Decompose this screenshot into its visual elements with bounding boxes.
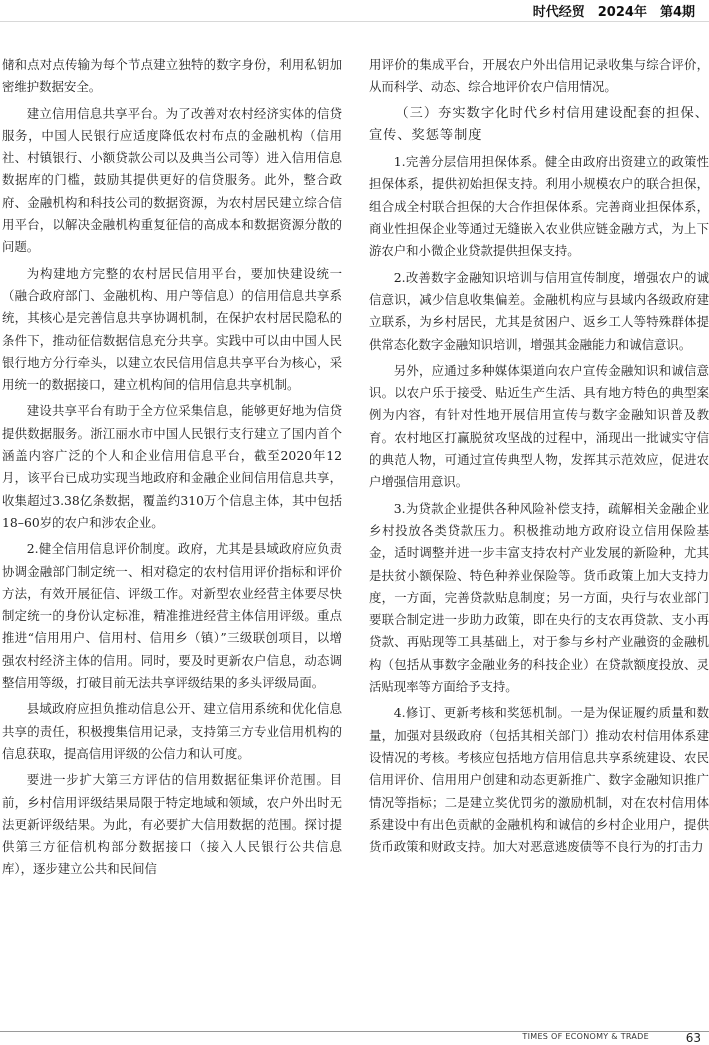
left-column [2,54,342,885]
right-column [369,54,709,862]
paragraph: 1.完善分层信用担保体系。健全由政府出资建立的政策性担保体系，提供初始担保支持。利用小规模农户的联合担保，组合成全村联合担保的大合作担保体系。完善商业担保体系，商业性担保企业等通过无缝嵌入农业供应链金融方式，为上下游农户和小微企业贷款提供担保支持。 [369,154,709,259]
page-number: 63 [685,1031,701,1045]
paragraph: 2.健全信用信息评价制度。政府，尤其是县域政府应负责协调金融部门制定统一、相对稳定的农村信用评价指标和评价方法，有效开展征信、评级工作。对新型农业经营主体要尽快制定统一的身份认定标准，精准推进经营主体信用评级。重点推进“信用用户、信用村、信用乡（镇）”三级联创项目，以增强农村经济主体的信用。同时，要及时更新农户信息，动态调整信用等级，打破目前无法共享评级结果的多头评级局面。 [2,541,342,691]
header-rule [0,21,709,22]
paragraph: 4.修订、更新考核和奖惩机制。一是为保证履约质量和数量，加强对县级政府（包括其相关部门）推动农村信用体系建设情况的考核。考核应包括地方信用信息共享系统建设、农民信用评价、信用用户创建和动态更新推广、数字金融知识推广情况等指标；二是建立奖优罚劣的激励机制，对在农村信用体系建设中有出色贡献的金融机构和诚信的乡村企业用户，提供货币政策和财政支持。加大对恶意逃废债等不良行为的打击力 [369,705,709,855]
paragraph: 2.改善数字金融知识培训与信用宣传制度，增强农户的诚信意识，减少信息收集偏差。金融机构应与县域内各级政府建立联系，为乡村居民，尤其是贫困户、返乡工人等特殊群体提供常态化数字金融知识培训，增强其金融能力和诚信意识。 [369,269,709,352]
journal-header-text: 时代经贸 2024年 第4期 [532,5,695,20]
paragraph: 建立信用信息共享平台。为了改善对农村经济实体的信贷服务，中国人民银行应适度降低农村布点的金融机构（信用社、村镇银行、小额贷款公司以及典当公司等）进入信用信息数据库的门槛，鼓励其提供更好的信贷服务。此外，整合政府、金融机构和科技公司的数据资源，为农村居民建立综合信用平台，以解决金融机构重复征信的高成本和数据资源分散的问题。 [2,105,342,255]
paragraph: 储和点对点传输为每个节点建立独特的数字身份，利用私钥加密维护数据安全。 [2,57,342,95]
paragraph: 为构建地方完整的农村居民信用平台，要加快建设统一（融合政府部门、金融机构、用户等信息）的信用信息共享系统，其核心是完善信息共享协调机制，在保护农村居民隐私的条件下，推动征信数据信息充分共享。实践中可以由中国人民银行地方分行牵头，以建立农民信用信息共享平台为核心，采用统一的数据接口，建立机构间的信用信息共享机制。 [2,265,342,393]
running-header [0,0,709,26]
paragraph: 另外，应通过多种媒体渠道向农户宣传金融知识和诚信意识。以农户乐于接受、贴近生产生活、具有地方特色的典型案例为内容，有针对性地开展信用宣传与数字金融知识普及教育。农村地区打赢脱贫攻坚战的过程中，涌现出一批诚实守信的典范人物，可通过宣传典型人物，发挥其示范效应，促进农户增强信用意识。 [369,362,709,490]
paragraph: 建设共享平台有助于全方位采集信息，能够更好地为信贷提供数据服务。浙江丽水市中国人民银行支行建立了国内首个涵盖内容广泛的个人和企业信用信息平台，截至2020年12月，该平台已成功实现当地政府和金融企业间信用信息共享，收集超过3.38亿条数据，覆盖约310万个信息主体，其中包括18–60岁的农户和涉农企业。 [2,403,342,530]
paragraph: 用评价的集成平台，开展农户外出信用记录收集与综合评价，从而科学、动态、综合地评价农户信用情况。 [369,57,709,95]
paragraph: 要进一步扩大第三方评估的信用数据征集评价范围。目前，乡村信用评级结果局限于特定地域和领域，农户外出时无法更新评级结果。为此，有必要扩大信用数据的范围。探讨提供第三方征信机构部分数据接口（接入人民银行公共信息库），逐步建立公共和民间信 [2,772,342,877]
footer-journal-label: TIMES OF ECONOMY & TRADE [522,1032,649,1041]
section-heading: （三）夯实数字化时代乡村信用建设配套的担保、宣传、奖惩等制度 [369,105,709,143]
paragraph: 县域政府应担负推动信息公开、建立信用系统和优化信息共享的责任，积极搜集信用记录，支持第三方专业信用机构的信息获取，提高信用评级的公信力和认可度。 [2,701,342,761]
paragraph: 3.为贷款企业提供各种风险补偿支持，疏解相关金融企业乡村投放各类贷款压力。积极推动地方政府设立信用保险基金，适时调整并进一步丰富支持农村产业发展的新险种，尤其是扶贫小额保险、特色种养业保险等。货币政策上加大支持力度，一方面，完善贷款贴息制度；另一方面，央行与农业部门要联合制定进一步助力政策，即在央行的支农再贷款、支小再贷款、再贴现等工具基础上，对于参与乡村产业融资的金融机构（包括从事数字金融业务的科技企业）在贷款额度投放、灵活贴现率等方面给予支持。 [369,500,709,695]
